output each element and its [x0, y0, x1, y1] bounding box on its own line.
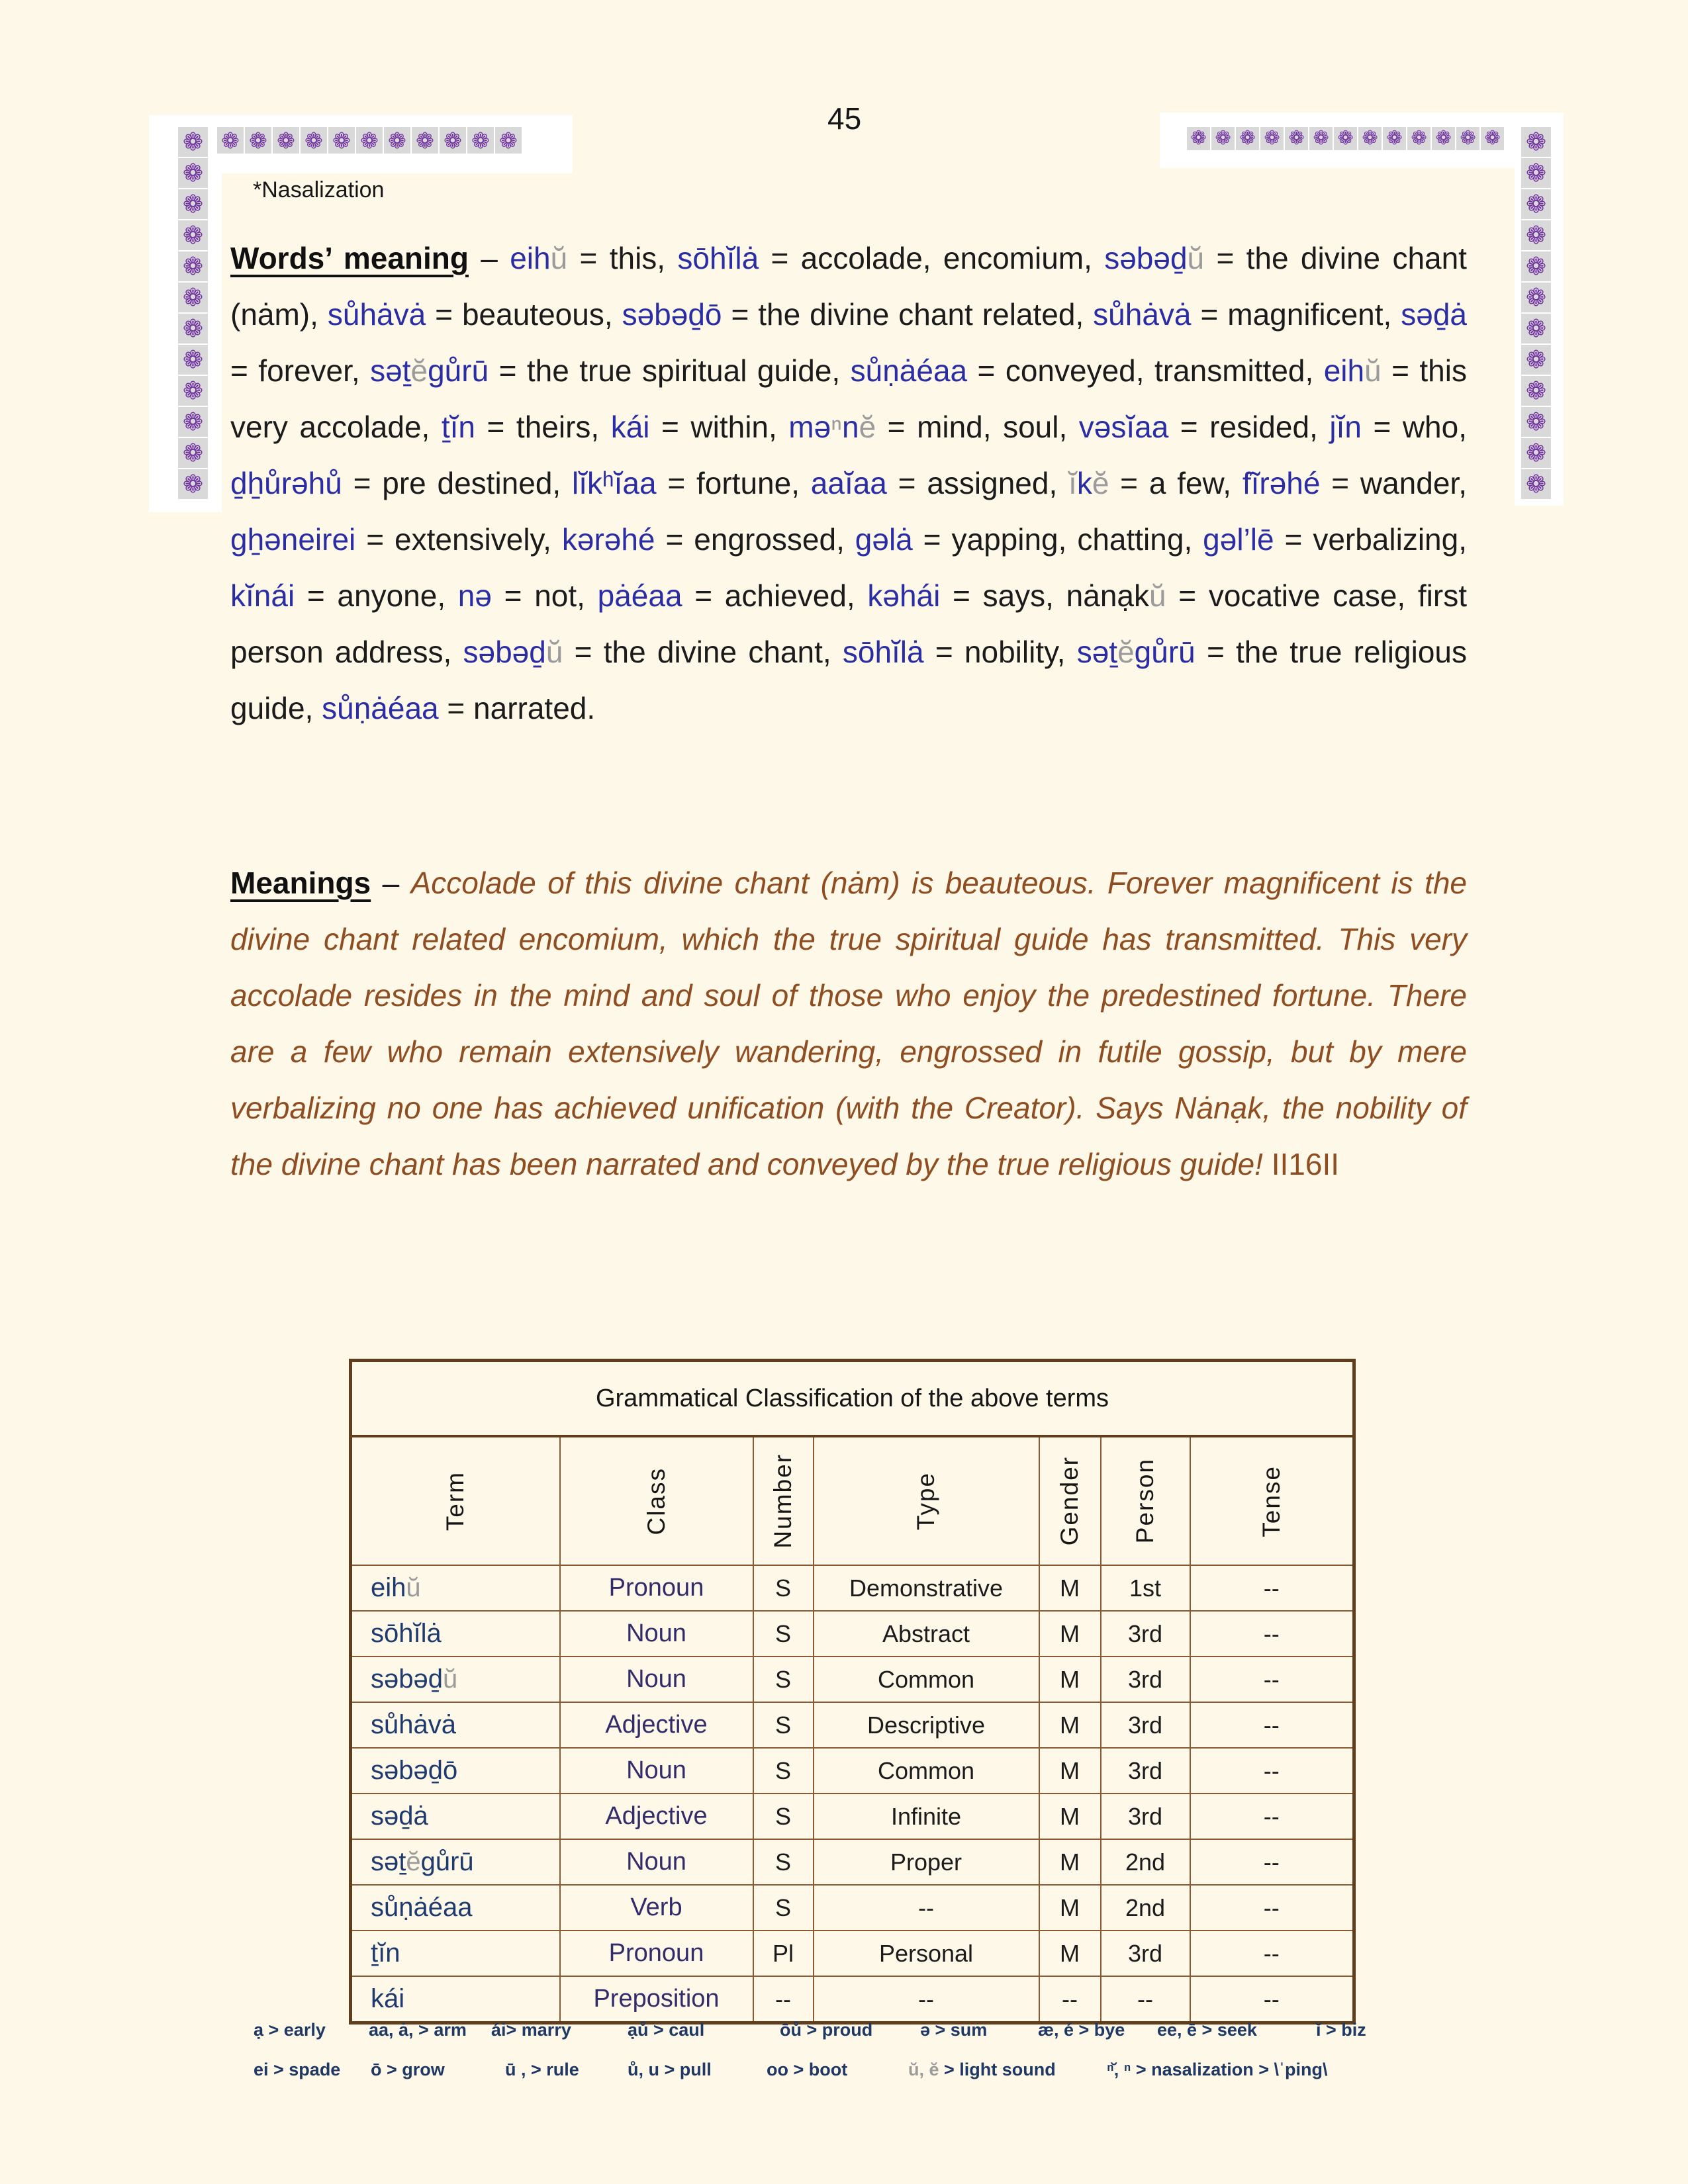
text-segment: gůrū — [1134, 635, 1196, 669]
text-segment: mə — [788, 410, 831, 444]
pronunciation-entry — [505, 2060, 579, 2080]
column-header-gender: Gender — [1056, 1456, 1083, 1546]
column-header-person: Person — [1131, 1458, 1158, 1544]
text-segment: = anyone, — [295, 578, 458, 613]
flower-icon: ❁ — [178, 407, 208, 437]
text-segment: – — [468, 241, 510, 275]
text-segment: nȧnạk — [1066, 578, 1149, 613]
text-segment: Words’ meaning — [230, 241, 469, 275]
text-segment: səbəḏ — [463, 635, 546, 669]
text-segment: aa, ȧ, > arm — [369, 2020, 467, 2040]
text-segment: = vocative case, first person address, — [230, 578, 1467, 669]
text-segment: æ, é > bye — [1038, 2020, 1125, 2040]
class-cell: Preposition — [560, 1976, 753, 2023]
person-cell: 3rd — [1101, 1931, 1190, 1976]
term-cell — [351, 1885, 560, 1931]
type-cell: -- — [814, 1885, 1039, 1931]
flower-icon: ❁ — [178, 158, 208, 188]
gender-cell: M — [1039, 1748, 1101, 1794]
gender-cell: M — [1039, 1657, 1101, 1702]
text-segment: ĕ — [859, 410, 876, 444]
text-segment: ạů > caul — [628, 2020, 705, 2040]
text-segment: sůṇȧéaa — [371, 1893, 473, 1922]
text-segment: = the divine chant, — [563, 635, 843, 669]
tense-cell: -- — [1190, 1565, 1354, 1611]
text-segment: kəhái — [867, 578, 941, 613]
text-segment: = achieved, — [682, 578, 868, 613]
gender-cell: M — [1039, 1885, 1101, 1931]
term-cell — [351, 1931, 560, 1976]
flower-icon: ❁ — [1187, 127, 1210, 150]
text-segment: = this very accolade, — [230, 353, 1467, 444]
text-segment: II16II — [1271, 1147, 1340, 1181]
text-segment: = wander, — [1320, 466, 1467, 500]
text-segment: kái — [610, 410, 650, 444]
text-segment: = the true spiritual guide, — [489, 353, 851, 388]
number-cell: S — [753, 1565, 814, 1611]
class-cell: Noun — [560, 1657, 753, 1702]
text-segment: = the true religious guide, — [230, 635, 1467, 725]
type-cell: Abstract — [814, 1611, 1039, 1657]
type-cell: Common — [814, 1657, 1039, 1702]
pronunciation-entry — [1316, 2020, 1366, 2040]
flower-icon: ❁ — [1481, 127, 1504, 150]
flower-icon: ❁ — [495, 127, 522, 154]
type-cell: Infinite — [814, 1794, 1039, 1839]
pronunciation-entry — [1157, 2020, 1257, 2040]
text-segment: ĭ — [1068, 466, 1077, 500]
flower-icon: ❁ — [1521, 469, 1551, 499]
term-cell — [351, 1702, 560, 1748]
text-segment: ṯĭn — [371, 1938, 400, 1968]
text-segment: ĭ > biz — [1316, 2020, 1366, 2040]
type-cell: Personal — [814, 1931, 1039, 1976]
number-cell: Pl — [753, 1931, 814, 1976]
number-cell: S — [753, 1748, 814, 1794]
flower-icon: ❁ — [328, 127, 355, 154]
term-cell — [351, 1611, 560, 1657]
person-cell: 3rd — [1101, 1611, 1190, 1657]
pronunciation-entry — [780, 2020, 872, 2040]
text-segment: = verbalizing, — [1274, 522, 1467, 557]
text-segment: ḏẖůrəhů — [230, 466, 342, 500]
flower-icon: ❁ — [1383, 127, 1406, 150]
text-segment: gəlȧ — [855, 522, 913, 557]
text-segment: = engrossed, — [655, 522, 855, 557]
gender-cell: M — [1039, 1794, 1101, 1839]
text-segment: sůṇȧéaa — [322, 691, 439, 725]
text-segment: ů, u > pull — [628, 2060, 712, 2079]
flower-icon: ❁ — [1358, 127, 1382, 150]
flower-icon: ❁ — [301, 127, 327, 154]
text-segment: > light sound — [939, 2060, 1056, 2079]
table-header-row — [351, 1436, 1354, 1565]
class-cell: Verb — [560, 1885, 753, 1931]
flower-icon: ❁ — [1521, 220, 1551, 250]
words-meaning-paragraph — [230, 230, 1467, 737]
flower-icon: ❁ — [1521, 376, 1551, 406]
table-title-row — [351, 1361, 1354, 1437]
text-segment: = resided, — [1168, 410, 1330, 444]
number-cell: -- — [753, 1976, 814, 2023]
tense-cell: -- — [1190, 1794, 1354, 1839]
text-segment: ei > spade — [254, 2060, 341, 2079]
class-cell: Adjective — [560, 1702, 753, 1748]
flower-icon: ❁ — [1521, 283, 1551, 312]
table-row — [351, 1657, 1354, 1702]
text-segment: = accolade, encomium, — [759, 241, 1105, 275]
text-segment: səbəḏ — [1104, 241, 1188, 275]
text-segment: eih — [371, 1573, 406, 1602]
column-header-term: Term — [442, 1471, 469, 1531]
text-segment: gůrū — [420, 1847, 474, 1876]
text-segment: ⁿ̆, ⁿ > nasalization > \ˈping\ — [1107, 2060, 1328, 2079]
table-row — [351, 1976, 1354, 2023]
text-segment: = fortune, — [656, 466, 811, 500]
flower-icon: ❁ — [1309, 127, 1333, 150]
person-cell: 1st — [1101, 1565, 1190, 1611]
term-cell — [351, 1748, 560, 1794]
table-row — [351, 1702, 1354, 1748]
text-segment: n — [841, 410, 859, 444]
column-header-class: Class — [642, 1467, 670, 1535]
text-segment: səḏȧ — [371, 1801, 428, 1831]
flower-icon: ❁ — [1236, 127, 1259, 150]
pronunciation-entry — [767, 2060, 847, 2080]
flower-icon: ❁ — [178, 438, 208, 468]
flower-border-right — [1521, 127, 1551, 499]
text-segment: ŭ — [406, 1573, 421, 1602]
flower-icon: ❁ — [1521, 251, 1551, 281]
number-cell: S — [753, 1611, 814, 1657]
text-segment: fĩrəhé — [1242, 466, 1321, 500]
text-segment: oo > boot — [767, 2060, 848, 2079]
text-segment: eih — [1323, 353, 1365, 388]
pronunciation-entry — [369, 2020, 467, 2040]
table-row — [351, 1839, 1354, 1885]
column-header-tense: Tense — [1257, 1465, 1285, 1537]
flower-border-top-right — [1187, 127, 1504, 150]
text-segment: səbəḏ — [371, 1664, 443, 1694]
text-segment: k — [1076, 466, 1092, 500]
number-cell: S — [753, 1702, 814, 1748]
flower-icon: ❁ — [245, 127, 271, 154]
text-segment: ōů > proud — [780, 2020, 873, 2040]
text-segment: ĕ — [1092, 466, 1109, 500]
text-segment: ĕ — [1117, 635, 1135, 669]
table-row — [351, 1748, 1354, 1794]
flower-icon: ❁ — [1521, 127, 1551, 157]
text-segment: lĭkʰĭaa — [572, 466, 657, 500]
class-cell: Adjective — [560, 1794, 753, 1839]
tense-cell: -- — [1190, 1976, 1354, 2023]
number-cell: S — [753, 1839, 814, 1885]
class-cell: Noun — [560, 1839, 753, 1885]
table-title: Grammatical Classification of the above terms — [351, 1361, 1354, 1437]
pronunciation-entry — [254, 2020, 326, 2040]
text-segment: = within, — [649, 410, 789, 444]
flower-icon: ❁ — [384, 127, 410, 154]
flower-icon: ❁ — [440, 127, 466, 154]
text-segment: = this, — [567, 241, 678, 275]
type-cell: Proper — [814, 1839, 1039, 1885]
number-cell: S — [753, 1885, 814, 1931]
person-cell: 2nd — [1101, 1839, 1190, 1885]
text-segment: jĭn — [1329, 410, 1362, 444]
flower-icon: ❁ — [273, 127, 299, 154]
term-cell — [351, 1976, 560, 2023]
text-segment: gəl’lē — [1203, 522, 1274, 557]
class-cell: Noun — [560, 1748, 753, 1794]
flower-border-left — [178, 127, 208, 499]
text-segment: = a few, — [1109, 466, 1243, 500]
term-cell — [351, 1565, 560, 1611]
text-segment: ŭ — [545, 635, 563, 669]
flower-icon: ❁ — [178, 376, 208, 406]
text-segment: = theirs, — [475, 410, 611, 444]
table-row — [351, 1565, 1354, 1611]
text-segment: nə — [457, 578, 492, 613]
table-row — [351, 1885, 1354, 1931]
person-cell: 3rd — [1101, 1657, 1190, 1702]
text-segment: = forever, — [230, 353, 371, 388]
class-cell: Pronoun — [560, 1565, 753, 1611]
table-body — [351, 1565, 1354, 2023]
tense-cell: -- — [1190, 1931, 1354, 1976]
text-segment: səṯ — [371, 1847, 406, 1876]
number-cell: S — [753, 1794, 814, 1839]
class-cell: Noun — [560, 1611, 753, 1657]
text-segment: = the divine chant (nȧm), — [230, 241, 1467, 332]
term-cell — [351, 1839, 560, 1885]
table-row — [351, 1611, 1354, 1657]
flower-icon: ❁ — [1432, 127, 1455, 150]
text-segment: sōhĭlȧ — [371, 1619, 442, 1648]
pronunciation-entry — [371, 2060, 445, 2080]
pronunciation-entry — [628, 2020, 704, 2040]
grammar-table — [349, 1359, 1356, 2025]
flower-icon: ❁ — [412, 127, 438, 154]
pronunciation-entry — [254, 2060, 340, 2080]
flower-icon: ❁ — [178, 189, 208, 219]
gender-cell: M — [1039, 1565, 1101, 1611]
type-cell: Common — [814, 1748, 1039, 1794]
term-cell — [351, 1657, 560, 1702]
text-segment: gẖəneirei — [230, 522, 356, 557]
flower-icon: ❁ — [178, 127, 208, 157]
text-segment: ŭ, ĕ — [908, 2060, 939, 2079]
person-cell: 2nd — [1101, 1885, 1190, 1931]
text-segment: ŭ — [550, 241, 568, 275]
flower-border-top-left — [217, 127, 522, 154]
tense-cell: -- — [1190, 1702, 1354, 1748]
text-segment: pȧéaa — [597, 578, 682, 613]
type-cell: Demonstrative — [814, 1565, 1039, 1611]
tense-cell: -- — [1190, 1839, 1354, 1885]
text-segment: ŭ — [1187, 241, 1205, 275]
flower-icon: ❁ — [1521, 314, 1551, 343]
text-segment: = says, — [940, 578, 1066, 613]
text-segment: sůhȧvȧ — [371, 1710, 456, 1739]
gender-cell: M — [1039, 1702, 1101, 1748]
grammar-table-section — [349, 1359, 1352, 2025]
text-segment: ⁿ — [831, 410, 842, 444]
text-segment: səṯ — [1076, 635, 1118, 669]
flower-icon: ❁ — [178, 220, 208, 250]
text-segment: sůṇȧéaa — [850, 353, 968, 388]
nasalization-footnote: *Nasalization — [253, 177, 385, 203]
text-segment: ŭ — [1364, 353, 1382, 388]
text-segment: səḏȧ — [1401, 297, 1467, 332]
person-cell: 3rd — [1101, 1702, 1190, 1748]
flower-icon: ❁ — [1285, 127, 1308, 150]
tense-cell: -- — [1190, 1657, 1354, 1702]
page-number: 45 — [827, 101, 862, 136]
tense-cell: -- — [1190, 1611, 1354, 1657]
person-cell: 3rd — [1101, 1748, 1190, 1794]
flower-icon: ❁ — [178, 345, 208, 375]
text-segment: ə > sum — [920, 2020, 988, 2040]
text-segment: = who, — [1361, 410, 1467, 444]
table-row — [351, 1931, 1354, 1976]
text-segment: vəsĭaa — [1078, 410, 1169, 444]
flower-icon: ❁ — [178, 314, 208, 343]
text-segment: ŭ — [442, 1664, 458, 1694]
pronunciation-entry — [1038, 2020, 1125, 2040]
person-cell: -- — [1101, 1976, 1190, 2023]
flower-icon: ❁ — [178, 251, 208, 281]
flower-icon: ❁ — [1456, 127, 1479, 150]
text-segment: ĕ — [410, 353, 428, 388]
flower-icon: ❁ — [1521, 158, 1551, 188]
text-segment: = magnificent, — [1191, 297, 1401, 332]
text-segment: = beauteous, — [426, 297, 622, 332]
type-cell: -- — [814, 1976, 1039, 2023]
text-segment: ạ > early — [254, 2020, 326, 2040]
text-segment: ṯĭn — [441, 410, 476, 444]
flower-icon: ❁ — [178, 469, 208, 499]
text-segment: ŭ — [1149, 578, 1166, 613]
class-cell: Pronoun — [560, 1931, 753, 1976]
text-segment: sůhȧvȧ — [327, 297, 426, 332]
gender-cell: M — [1039, 1611, 1101, 1657]
text-segment: sōhĭlȧ — [842, 635, 924, 669]
column-header-number: Number — [769, 1453, 796, 1549]
flower-icon: ❁ — [1521, 345, 1551, 375]
gender-cell: M — [1039, 1839, 1101, 1885]
text-segment: səbəḏō — [371, 1756, 458, 1785]
flower-icon: ❁ — [217, 127, 244, 154]
text-segment: = conveyed, transmitted, — [967, 353, 1324, 388]
text-segment: eih — [510, 241, 551, 275]
text-segment: = nobility, — [923, 635, 1077, 669]
text-segment: = not, — [491, 578, 598, 613]
text-segment: sůhȧvȧ — [1093, 297, 1192, 332]
flower-icon: ❁ — [467, 127, 494, 154]
flower-icon: ❁ — [1334, 127, 1357, 150]
flower-icon: ❁ — [1211, 127, 1235, 150]
type-cell: Descriptive — [814, 1702, 1039, 1748]
text-segment: kái — [371, 1984, 405, 2013]
text-segment: aaĭaa — [810, 466, 887, 500]
table-row — [351, 1794, 1354, 1839]
text-segment: ái> marry — [491, 2020, 571, 2040]
text-segment: Accolade of this divine chant (nȧm) is beauteous. Forever magnificent is the divine chant related encomium, which the true spiritual guide has transmitted. This very accolade resides in the mind and soul of those who enjoy the predestined fortune. There are a few who remain extensively wandering, engrossed in futile gossip, but by mere verbalizing no one has achieved unification (with the Creator). Says Nȧnạk, the nobility of the divine chant has been narrated and conveyed by the true religious guide! — [230, 866, 1467, 1181]
pronunciation-entry — [491, 2020, 571, 2040]
text-segment: səbəḏō — [622, 297, 722, 332]
flower-icon: ❁ — [1521, 438, 1551, 468]
term-cell — [351, 1794, 560, 1839]
meanings-paragraph — [230, 855, 1467, 1193]
text-segment: səṯ — [370, 353, 411, 388]
text-segment: ĕ — [406, 1847, 421, 1876]
tense-cell: -- — [1190, 1748, 1354, 1794]
text-segment: ee, ē > seek — [1157, 2020, 1257, 2040]
tense-cell: -- — [1190, 1885, 1354, 1931]
number-cell: S — [753, 1657, 814, 1702]
gender-cell: -- — [1039, 1976, 1101, 2023]
flower-icon: ❁ — [1521, 407, 1551, 437]
text-segment: Meanings — [230, 866, 371, 900]
text-segment: gůrū — [428, 353, 489, 388]
pronunciation-entry — [1107, 2060, 1327, 2080]
text-segment: – — [371, 866, 411, 900]
flower-icon: ❁ — [1521, 189, 1551, 219]
person-cell: 3rd — [1101, 1794, 1190, 1839]
flower-icon: ❁ — [1407, 127, 1430, 150]
text-segment: ū , > rule — [505, 2060, 579, 2079]
text-segment: = narrated. — [438, 691, 596, 725]
text-segment: kərəhé — [561, 522, 655, 557]
pronunciation-entry — [920, 2020, 987, 2040]
pronunciation-entry — [908, 2060, 1056, 2080]
column-header-type: Type — [912, 1471, 939, 1531]
flower-icon: ❁ — [356, 127, 383, 154]
flower-icon: ❁ — [1260, 127, 1284, 150]
text-segment: kĭnái — [230, 578, 295, 613]
text-segment: = mind, soul, — [876, 410, 1079, 444]
pronunciation-entry — [628, 2060, 712, 2080]
text-segment: = yapping, chatting, — [912, 522, 1203, 557]
text-segment: = the divine chant related, — [722, 297, 1094, 332]
flower-icon: ❁ — [178, 283, 208, 312]
text-segment: ō > grow — [371, 2060, 445, 2079]
text-segment: = pre destined, — [342, 466, 572, 500]
text-segment: = extensively, — [355, 522, 562, 557]
gender-cell: M — [1039, 1931, 1101, 1976]
text-segment: = assigned, — [886, 466, 1069, 500]
text-segment: sōhĭlȧ — [677, 241, 759, 275]
